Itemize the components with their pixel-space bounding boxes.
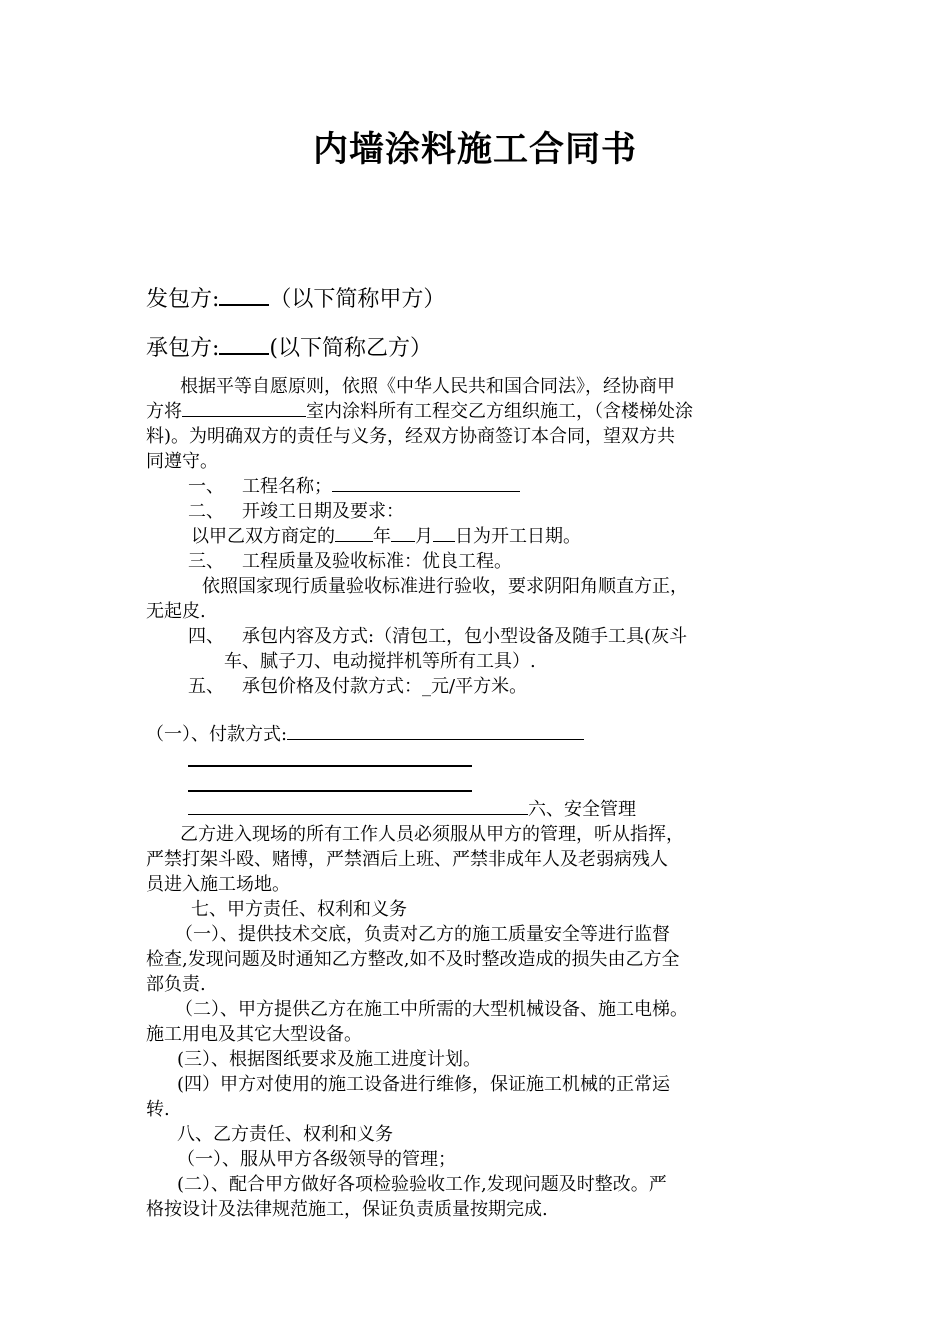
section-2-number: 二、 xyxy=(188,501,224,522)
section-2 xyxy=(188,499,404,524)
section-7-item-2-line-2: 施工用电及其它大型设备。 xyxy=(146,1024,362,1045)
section-3-detail-2: 无起皮. xyxy=(146,601,206,622)
section-1-text: 工程名称； xyxy=(242,476,332,497)
intro-line-2b: 室内涂料所有工程交乙方组织施工，（含楼梯处涂 xyxy=(306,401,693,422)
section-3 xyxy=(188,549,512,574)
payment-blank-line-3 xyxy=(188,790,472,792)
section-8-heading: 八、乙方责任、权利和义务 xyxy=(177,1124,393,1145)
section-4 xyxy=(188,624,687,649)
party-a-line xyxy=(146,284,445,315)
section-5 xyxy=(188,674,527,699)
section-5-text: 承包价格及付款方式：_元/平方米。 xyxy=(242,676,528,697)
day-label: 日为开工日期。 xyxy=(455,526,581,547)
intro-line-1: 根据平等自愿原则，依照《中华人民共和国合同法》，经协商甲 xyxy=(180,376,675,397)
section-3-number: 三、 xyxy=(188,551,224,572)
intro-line-3: 料)。为明确双方的责任与义务，经双方协商签订本合同，望双方共 xyxy=(146,426,676,447)
section-1 xyxy=(188,474,520,499)
payment-method-blank xyxy=(287,723,584,740)
section-3-detail-1: 依照国家现行质量验收标准进行验收，要求阴阳角顺直方正， xyxy=(202,576,688,597)
party-a-blank xyxy=(219,284,269,306)
party-b-note: (以下简称乙方） xyxy=(269,336,433,361)
section-1-number: 一、 xyxy=(188,476,224,497)
month-blank xyxy=(391,525,415,542)
section-2-detail xyxy=(191,524,581,549)
day-blank xyxy=(433,525,455,542)
section-8-item-2-line-2: 格按设计及法律规范施工，保证负责质量按期完成. xyxy=(146,1199,548,1220)
month-label: 月 xyxy=(415,526,433,547)
section-2-text: 开竣工日期及要求： xyxy=(242,501,404,522)
party-a-label: 发包方: xyxy=(146,287,220,312)
section-7-heading: 七、甲方责任、权利和义务 xyxy=(191,899,407,920)
intro-line-4: 同遵守。 xyxy=(146,451,218,472)
section-6-detail-3: 员进入施工场地。 xyxy=(146,874,290,895)
year-label: 年 xyxy=(373,526,391,547)
party-b-label: 承包方: xyxy=(146,336,220,361)
section-3-text: 工程质量及验收标准：优良工程。 xyxy=(242,551,512,572)
section-7-item-2-line-1: （二）、甲方提供乙方在施工中所需的大型机械设备、施工电梯。 xyxy=(175,999,688,1020)
section-7-item-1-line-1: （一）、提供技术交底，负责对乙方的施工质量安全等进行监督 xyxy=(175,924,670,945)
intro-line-2a: 方将 xyxy=(146,401,182,422)
section-6-detail-1: 乙方进入现场的所有工作人员必须服从甲方的管理，听从指挥， xyxy=(180,824,684,845)
start-date-intro: 以甲乙双方商定的 xyxy=(191,526,335,547)
section-5-number: 五、 xyxy=(188,676,224,697)
party-b-blank xyxy=(219,333,269,355)
intro-line-2 xyxy=(146,399,693,424)
section-7-item-4-line-1: (四）甲方对使用的施工设备进行维修，保证施工机械的正常运 xyxy=(177,1074,671,1095)
section-4-text-2: 车、腻子刀、电动搅拌机等所有工具）. xyxy=(224,651,536,672)
payment-method-label: （一）、付款方式: xyxy=(146,724,288,745)
project-name-blank xyxy=(332,475,520,492)
section-7-item-1-line-2: 检查,发现问题及时通知乙方整改,如不及时整改造成的损失由乙方全 xyxy=(146,949,680,970)
section-8-item-2-line-1: (二）、配合甲方做好各项检验验收工作,发现问题及时整改。严 xyxy=(177,1174,667,1195)
section-6-detail-2: 严禁打架斗殴、赌博，严禁酒后上班、严禁非成年人及老弱病残人 xyxy=(146,849,668,870)
section-4-number: 四、 xyxy=(188,626,224,647)
project-owner-blank xyxy=(182,400,306,417)
section-6-heading: 六、安全管理 xyxy=(528,799,636,820)
party-b-line xyxy=(146,333,432,364)
payment-method-line xyxy=(146,722,584,747)
payment-blank-line-2 xyxy=(188,765,472,767)
section-7-item-3: (三）、根据图纸要求及施工进度计划。 xyxy=(177,1049,482,1070)
document-title: 内墙涂料施工合同书 xyxy=(312,129,637,170)
section-4-text-1: 承包内容及方式:（清包工，包小型设备及随手工具(灰斗 xyxy=(242,626,688,647)
section-6 xyxy=(188,797,636,822)
section-7-item-4-line-2: 转. xyxy=(146,1099,170,1120)
payment-blank-line-4 xyxy=(188,798,528,815)
section-8-item-1: （一）、服从甲方各级领导的管理； xyxy=(177,1149,456,1170)
party-a-note: （以下简称甲方） xyxy=(269,287,446,312)
section-7-item-1-line-3: 部负责. xyxy=(146,974,206,995)
year-blank xyxy=(335,525,373,542)
